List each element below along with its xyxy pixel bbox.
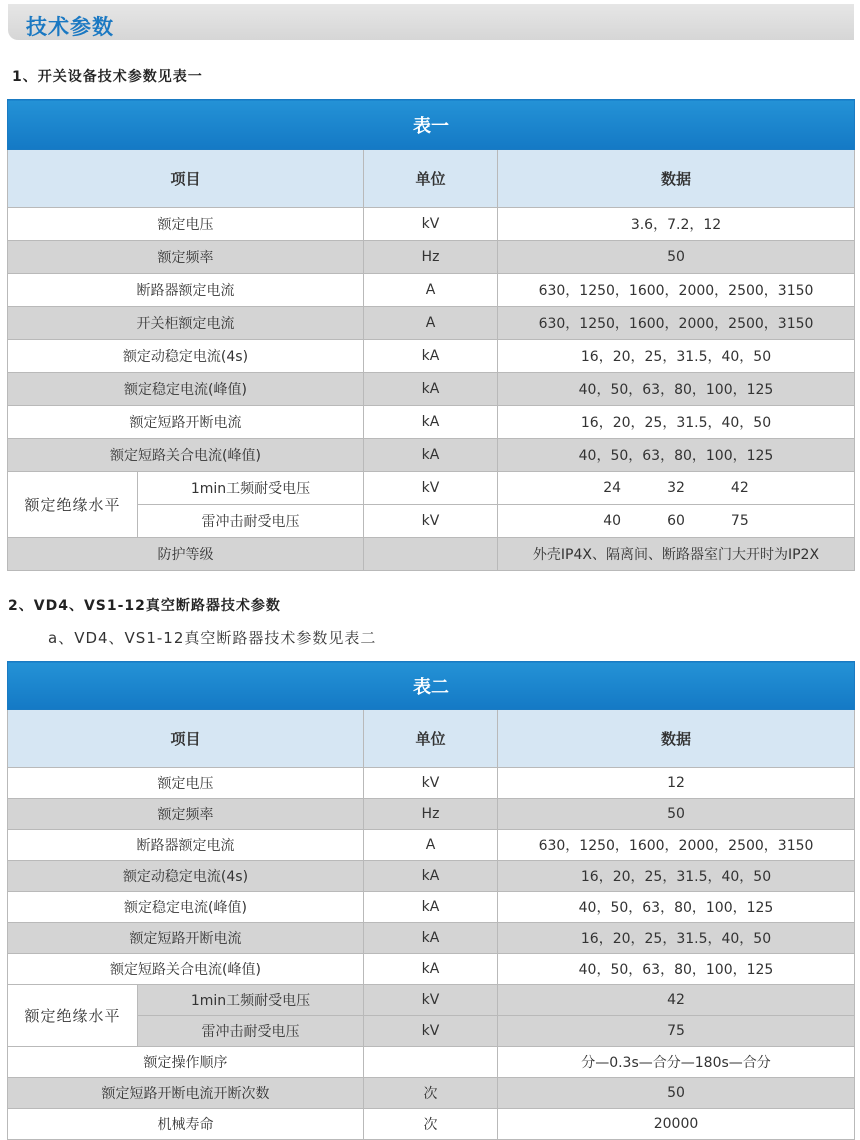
unit-cell: kV — [364, 472, 498, 505]
value-part: 24 — [603, 480, 622, 496]
value-cell: 40，50，63，80，100，125 — [498, 892, 855, 923]
item-cell: 额定电压 — [8, 768, 364, 799]
table-row — [8, 241, 855, 274]
value-cell: 16，20，25，31.5，40，50 — [498, 923, 855, 954]
table-row — [8, 830, 855, 861]
value-cell — [498, 505, 855, 538]
header-bar — [8, 4, 854, 40]
table-row — [8, 274, 855, 307]
value-part: 32 — [667, 480, 685, 496]
table2-col-item: 项目 — [8, 710, 364, 768]
table-row — [8, 406, 855, 439]
value-cell: 16，20，25，31.5，40，50 — [498, 340, 855, 373]
section2-heading: 2、VD4、VS1-12真空断路器技术参数 — [8, 598, 281, 614]
unit-cell: kA — [364, 439, 498, 472]
section1-heading: 1、开关设备技术参数见表一 — [12, 69, 203, 85]
table2-col-data: 数据 — [498, 710, 855, 768]
table2-col-unit: 单位 — [364, 710, 498, 768]
value-cell — [498, 472, 855, 505]
unit-cell: kV — [364, 505, 498, 538]
item-cell: 额定稳定电流(峰值) — [8, 373, 364, 406]
item-cell: 1min工频耐受电压 — [138, 472, 364, 505]
unit-cell: Hz — [364, 799, 498, 830]
unit-cell — [364, 538, 498, 571]
table1-title: 表一 — [8, 100, 855, 150]
item-cell: 额定频率 — [8, 799, 364, 830]
insulation-level-label: 额定绝缘水平 — [8, 985, 138, 1047]
table-row — [8, 439, 855, 472]
value-cell: 分—0.3s—合分—180s—合分 — [498, 1047, 855, 1078]
value-cell: 20000 — [498, 1109, 855, 1140]
value-cell: 75 — [498, 1016, 855, 1047]
item-cell: 断路器额定电流 — [8, 830, 364, 861]
item-cell: 额定短路开断电流 — [8, 923, 364, 954]
item-cell: 额定短路关合电流(峰值) — [8, 439, 364, 472]
value-cell: 16，20，25，31.5，40，50 — [498, 861, 855, 892]
item-cell: 1min工频耐受电压 — [138, 985, 364, 1016]
value-part: 75 — [730, 513, 749, 529]
value-cell: 40，50，63，80，100，125 — [498, 954, 855, 985]
unit-cell: kA — [364, 373, 498, 406]
table-row — [8, 954, 855, 985]
value-cell: 16，20，25，31.5，40，50 — [498, 406, 855, 439]
insulation-level-label: 额定绝缘水平 — [8, 472, 138, 538]
table1-col-unit: 单位 — [364, 150, 498, 208]
value-cell: 50 — [498, 241, 855, 274]
table-row — [8, 472, 855, 505]
value-cell: 12 — [498, 768, 855, 799]
item-cell: 开关柜额定电流 — [8, 307, 364, 340]
value-cell: 630，1250，1600，2000，2500，3150 — [498, 307, 855, 340]
unit-cell: A — [364, 830, 498, 861]
table-row — [8, 768, 855, 799]
value-cell: 40，50，63，80，100，125 — [498, 439, 855, 472]
table-row — [8, 1078, 855, 1109]
unit-cell: kV — [364, 1016, 498, 1047]
table2-title: 表二 — [8, 662, 855, 710]
unit-cell — [364, 1047, 498, 1078]
value-cell: 3.6，7.2，12 — [498, 208, 855, 241]
section2-subheading: a、VD4、VS1-12真空断路器技术参数见表二 — [48, 629, 377, 647]
page-title: 技术参数 — [26, 15, 114, 39]
unit-cell: kV — [364, 208, 498, 241]
item-cell: 机械寿命 — [8, 1109, 364, 1140]
spec-table-2 — [7, 661, 855, 1140]
spec-table-1 — [7, 99, 855, 571]
item-cell: 额定短路开断电流开断次数 — [8, 1078, 364, 1109]
unit-cell: A — [364, 307, 498, 340]
item-cell: 额定动稳定电流(4s) — [8, 861, 364, 892]
unit-cell: kV — [364, 768, 498, 799]
value-cell: 50 — [498, 799, 855, 830]
value-cell: 外壳IP4X、隔离间、断路器室门大开时为IP2X — [498, 538, 855, 571]
unit-cell: kA — [364, 340, 498, 373]
unit-cell: kA — [364, 861, 498, 892]
item-cell: 防护等级 — [8, 538, 364, 571]
table-row — [8, 208, 855, 241]
table-row — [8, 307, 855, 340]
value-cell: 630，1250，1600，2000，2500，3150 — [498, 830, 855, 861]
item-cell: 额定短路开断电流 — [8, 406, 364, 439]
item-cell: 额定动稳定电流(4s) — [8, 340, 364, 373]
item-cell: 断路器额定电流 — [8, 274, 364, 307]
value-part: 40 — [603, 513, 622, 529]
value-cell: 40，50，63，80，100，125 — [498, 373, 855, 406]
unit-cell: kA — [364, 892, 498, 923]
value-cell: 630，1250，1600，2000，2500，3150 — [498, 274, 855, 307]
table-row — [8, 538, 855, 571]
table-row — [8, 892, 855, 923]
item-cell: 雷冲击耐受电压 — [138, 505, 364, 538]
table1-col-data: 数据 — [498, 150, 855, 208]
table-row — [8, 799, 855, 830]
table-row — [8, 985, 855, 1016]
item-cell: 额定稳定电流(峰值) — [8, 892, 364, 923]
unit-cell: A — [364, 274, 498, 307]
item-cell: 额定短路关合电流(峰值) — [8, 954, 364, 985]
unit-cell: Hz — [364, 241, 498, 274]
table-row — [8, 1047, 855, 1078]
unit-cell: 次 — [364, 1078, 498, 1109]
value-cell: 42 — [498, 985, 855, 1016]
unit-cell: kA — [364, 954, 498, 985]
table-row — [8, 861, 855, 892]
item-cell: 雷冲击耐受电压 — [138, 1016, 364, 1047]
item-cell: 额定操作顺序 — [8, 1047, 364, 1078]
item-cell: 额定电压 — [8, 208, 364, 241]
unit-cell: 次 — [364, 1109, 498, 1140]
table-row — [8, 923, 855, 954]
unit-cell: kA — [364, 923, 498, 954]
table-row — [8, 373, 855, 406]
unit-cell: kV — [364, 985, 498, 1016]
item-cell: 额定频率 — [8, 241, 364, 274]
value-part: 42 — [730, 480, 749, 496]
value-part: 60 — [667, 513, 685, 529]
table1-col-item: 项目 — [8, 150, 364, 208]
value-cell: 50 — [498, 1078, 855, 1109]
table-row — [8, 340, 855, 373]
unit-cell: kA — [364, 406, 498, 439]
table-row — [8, 1109, 855, 1140]
